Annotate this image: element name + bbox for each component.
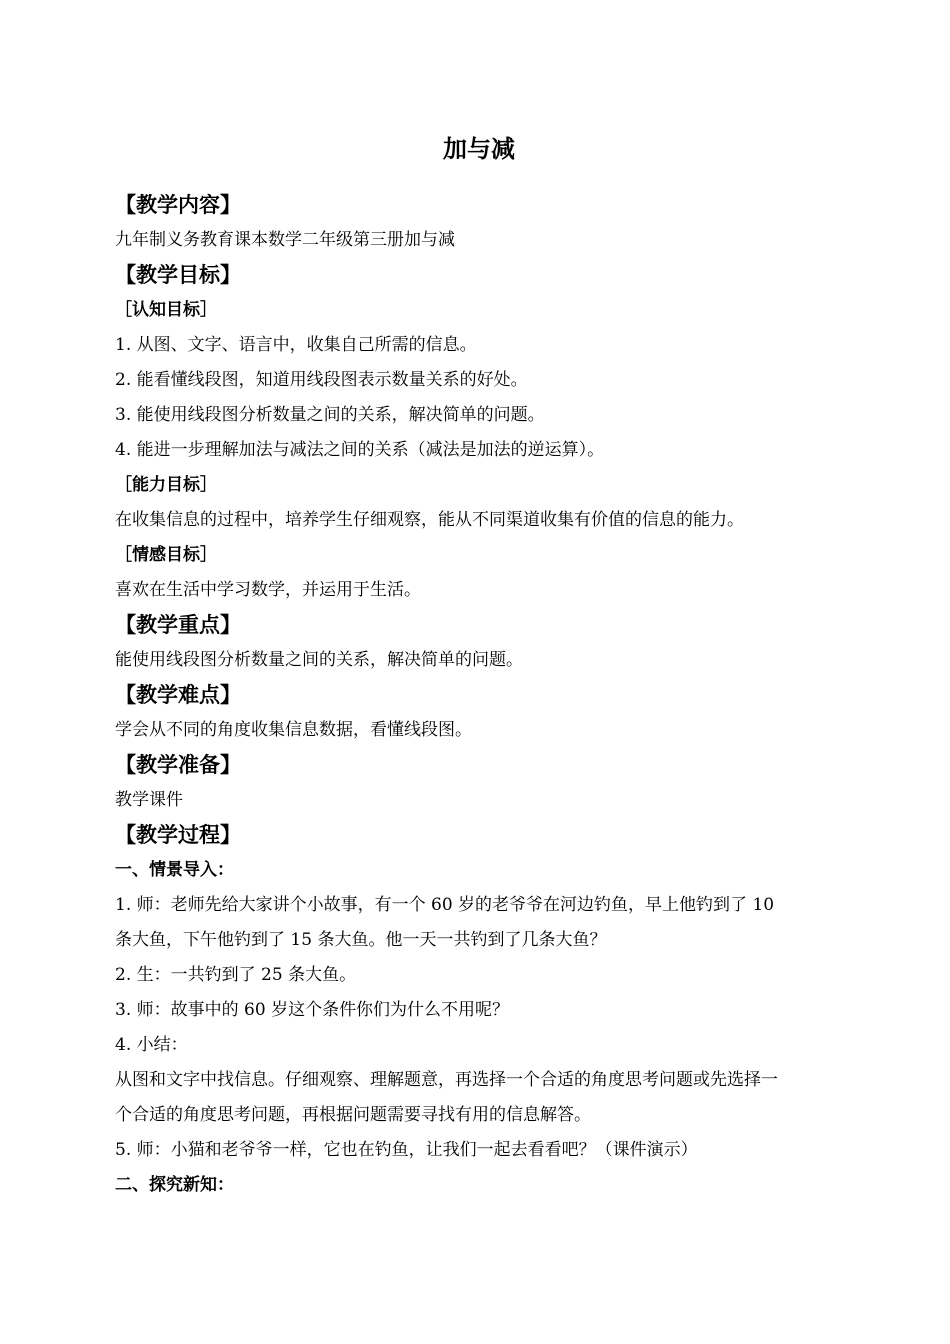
content-text: 九年制义务教育课本数学二年级第三册加与减 <box>115 230 455 250</box>
list-item: 3. 能使用线段图分析数量之间的关系，解决简单的问题。 <box>115 405 545 425</box>
section-heading-difficulty: 【教学难点】 <box>115 683 241 707</box>
process-line: 2. 生：一共钓到了 25 条大鱼。 <box>115 965 357 985</box>
process-line: 4. 小结： <box>115 1035 188 1055</box>
process-line: 3. 师：故事中的 60 岁这个条件你们为什么不用呢？ <box>115 1000 510 1020</box>
subheading-cognitive: ［认知目标］ <box>115 300 217 320</box>
section-heading-goals: 【教学目标】 <box>115 263 241 287</box>
subheading-emotion: ［情感目标］ <box>115 545 217 565</box>
list-item: 1. 从图、文字、语言中，收集自己所需的信息。 <box>115 335 477 355</box>
section-heading-prep: 【教学准备】 <box>115 753 241 777</box>
page-title: 加与减 <box>443 135 515 163</box>
ability-text: 在收集信息的过程中，培养学生仔细观察，能从不同渠道收集有价值的信息的能力。 <box>115 510 744 530</box>
list-item: 2. 能看懂线段图，知道用线段图表示数量关系的好处。 <box>115 370 528 390</box>
section-heading-process: 【教学过程】 <box>115 823 241 847</box>
subheading-part1: 一、情景导入： <box>115 860 234 880</box>
list-item: 4. 能进一步理解加法与减法之间的关系（减法是加法的逆运算）。 <box>115 440 605 460</box>
process-line: 条大鱼，下午他钓到了 15 条大鱼。他一天一共钓到了几条大鱼？ <box>115 930 607 950</box>
key-text: 能使用线段图分析数量之间的关系，解决简单的问题。 <box>115 650 523 670</box>
summary-line: 从图和文字中找信息。仔细观察、理解题意，再选择一个合适的角度思考问题或先选择一 <box>115 1070 778 1090</box>
process-line: 5. 师：小猫和老爷爷一样，它也在钓鱼，让我们一起去看看吧？（课件演示） <box>115 1140 698 1160</box>
summary-line: 个合适的角度思考问题，再根据问题需要寻找有用的信息解答。 <box>115 1105 591 1125</box>
difficulty-text: 学会从不同的角度收集信息数据，看懂线段图。 <box>115 720 472 740</box>
prep-text: 教学课件 <box>115 790 183 810</box>
section-heading-key: 【教学重点】 <box>115 613 241 637</box>
subheading-part2: 二、探究新知： <box>115 1175 234 1195</box>
document-body <box>115 128 843 1203</box>
emotion-text: 喜欢在生活中学习数学，并运用于生活。 <box>115 580 421 600</box>
process-line: 1. 师：老师先给大家讲个小故事，有一个 60 岁的老爷爷在河边钓鱼，早上他钓到了 10 <box>115 895 775 915</box>
section-heading-content: 【教学内容】 <box>115 193 241 217</box>
subheading-ability: ［能力目标］ <box>115 475 217 495</box>
